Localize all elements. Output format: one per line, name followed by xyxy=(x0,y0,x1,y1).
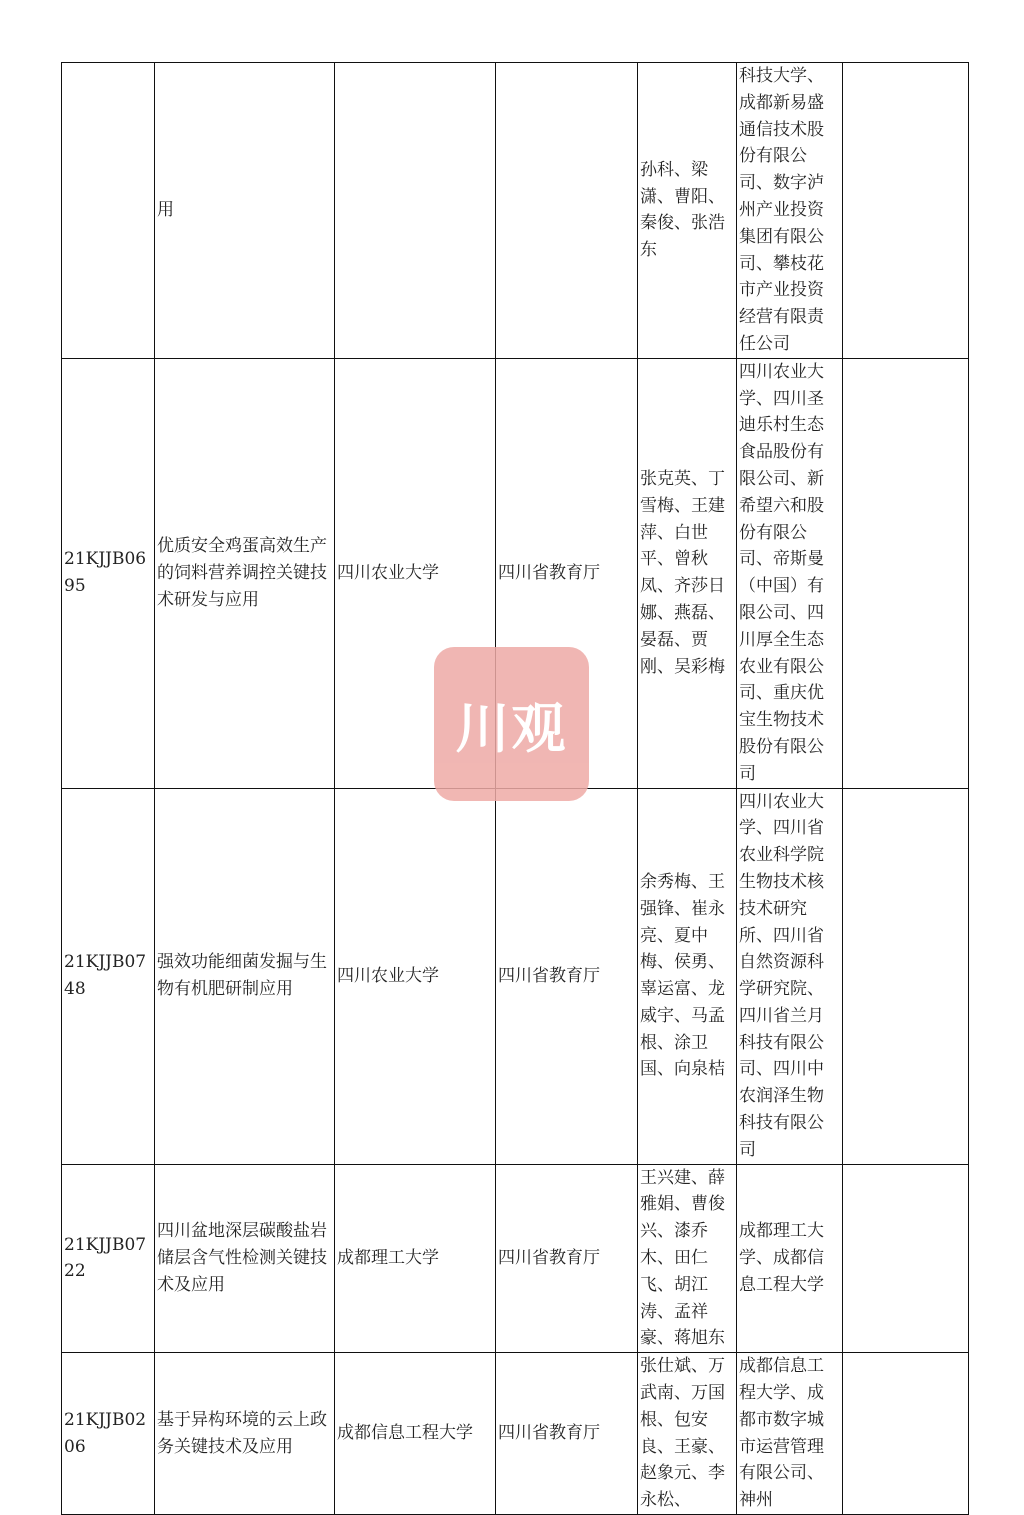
extra-cell xyxy=(843,1164,969,1353)
partner-units-cell: 四川农业大学、四川圣迪乐村生态食品股份有限公司、新希望六和股份有限公司、帝斯曼（中国）有限公司、四川厚全生态农业有限公司、重庆优宝生物技术股份有限公司 xyxy=(737,358,843,788)
table-row xyxy=(62,1164,969,1353)
project-code-cell: 21KJJB0206 xyxy=(62,1353,155,1515)
organization-cell: 四川农业大学 xyxy=(335,358,496,788)
project-name-cell: 基于异构环境的云上政务关键技术及应用 xyxy=(155,1353,335,1515)
department-cell xyxy=(496,63,638,359)
project-code-cell: 21KJJB0748 xyxy=(62,788,155,1164)
project-name-cell: 强效功能细菌发掘与生物有机肥研制应用 xyxy=(155,788,335,1164)
contributors-cell: 张仕斌、万武南、万国根、包安良、王豪、赵象元、李永松、 xyxy=(638,1353,737,1515)
extra-cell xyxy=(843,1353,969,1515)
extra-cell xyxy=(843,788,969,1164)
department-cell: 四川省教育厅 xyxy=(496,358,638,788)
department-cell: 四川省教育厅 xyxy=(496,1353,638,1515)
partner-units-cell: 成都信息工程大学、成都市数字城市运营管理有限公司、神州 xyxy=(737,1353,843,1515)
watermark-logo xyxy=(434,647,589,801)
partner-units-cell: 成都理工大学、成都信息工程大学 xyxy=(737,1164,843,1353)
project-name-cell: 用 xyxy=(155,63,335,359)
project-code-cell: 21KJJB0722 xyxy=(62,1164,155,1353)
watermark-text: 川观 xyxy=(455,696,568,760)
project-code-cell xyxy=(62,63,155,359)
department-cell: 四川省教育厅 xyxy=(496,1164,638,1353)
organization-cell: 成都信息工程大学 xyxy=(335,1353,496,1515)
organization-cell: 成都理工大学 xyxy=(335,1164,496,1353)
contributors-cell: 孙科、梁潇、曹阳、秦俊、张浩东 xyxy=(638,63,737,359)
organization-cell xyxy=(335,63,496,359)
organization-cell: 四川农业大学 xyxy=(335,788,496,1164)
extra-cell xyxy=(843,358,969,788)
table-row xyxy=(62,63,969,359)
contributors-cell: 张克英、丁雪梅、王建萍、白世平、曾秋凤、齐莎日娜、燕磊、晏磊、贾 刚、吴彩梅 xyxy=(638,358,737,788)
contributors-cell: 王兴建、薛雅娟、曹俊兴、漆乔木、田仁飞、胡江涛、孟祥豪、蒋旭东 xyxy=(638,1164,737,1353)
project-code-cell: 21KJJB0695 xyxy=(62,358,155,788)
partner-units-cell: 科技大学、成都新易盛通信技术股份有限公司、数字泸州产业投资集团有限公司、攀枝花市产业投资经营有限责任公司 xyxy=(737,63,843,359)
extra-cell xyxy=(843,63,969,359)
contributors-cell: 余秀梅、王强锋、崔永亮、夏中梅、侯勇、辜运富、龙威宇、马孟根、涂卫国、向泉桔 xyxy=(638,788,737,1164)
table-row xyxy=(62,1353,969,1515)
partner-units-cell: 四川农业大学、四川省农业科学院生物技术核技术研究所、四川省自然资源科学研究院、四川省兰月科技有限公司、四川中农润泽生物科技有限公司 xyxy=(737,788,843,1164)
project-name-cell: 四川盆地深层碳酸盐岩储层含气性检测关键技术及应用 xyxy=(155,1164,335,1353)
project-name-cell: 优质安全鸡蛋高效生产的饲料营养调控关键技术研发与应用 xyxy=(155,358,335,788)
department-cell: 四川省教育厅 xyxy=(496,788,638,1164)
table-row xyxy=(62,788,969,1164)
